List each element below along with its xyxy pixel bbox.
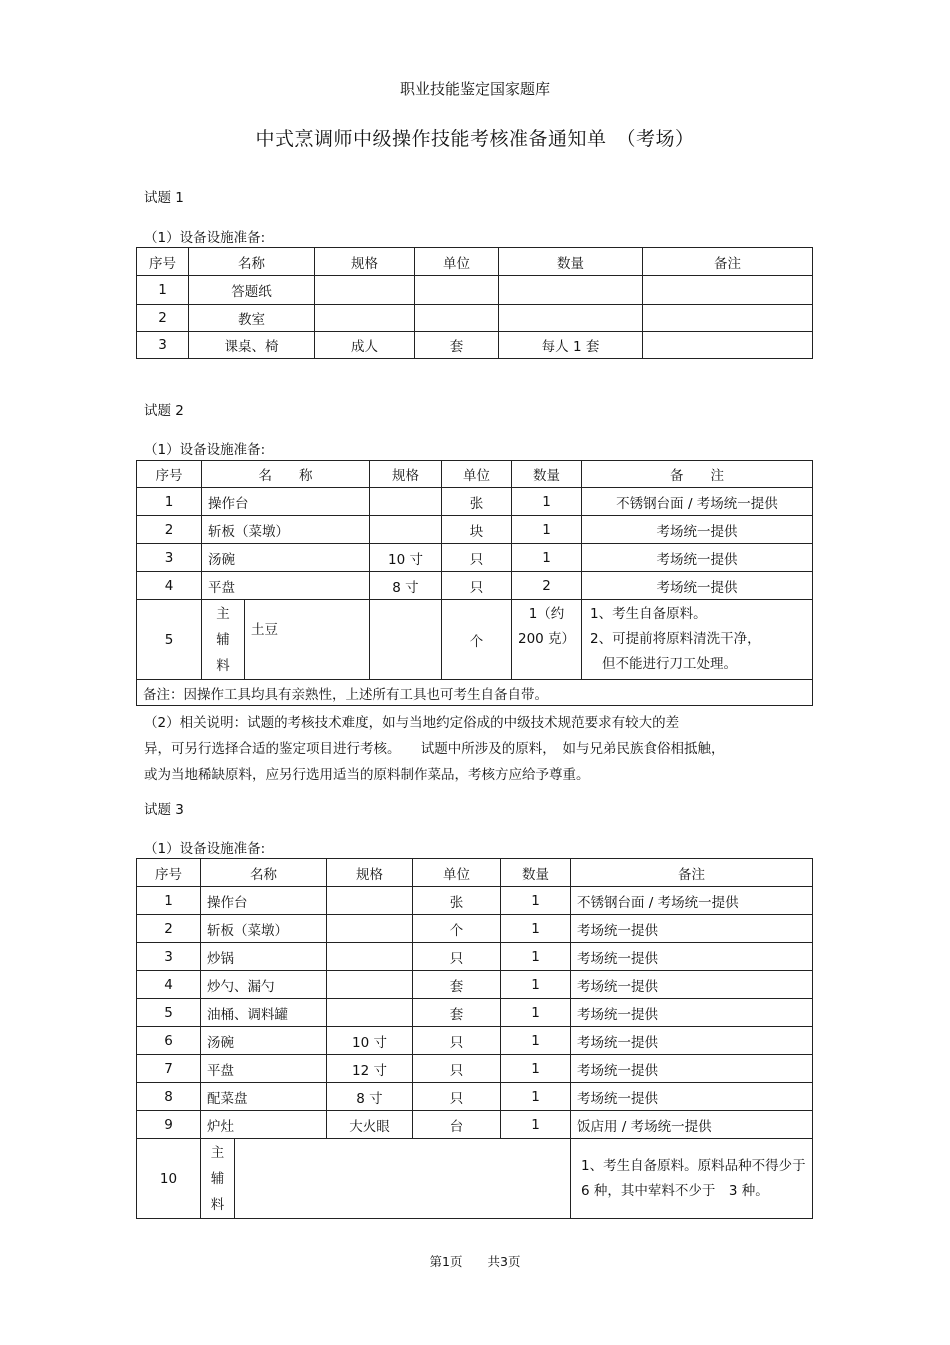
cell — [415, 276, 499, 305]
col-header: 数量 — [499, 248, 643, 276]
cell — [327, 915, 413, 943]
cell — [415, 305, 499, 332]
note-line: 1、考生自备原料。 — [590, 606, 707, 622]
cell: 1 — [501, 971, 571, 999]
col-header: 数量 — [501, 859, 571, 887]
cell: 汤碗 — [201, 1027, 327, 1055]
cell: 成人 — [315, 332, 415, 359]
cell: 套 — [415, 332, 499, 359]
q2-subheading: （1）设备设施准备: — [144, 442, 266, 458]
table-header-row — [137, 248, 813, 276]
q3-equipment-table — [136, 858, 820, 1219]
cell: 张 — [442, 488, 512, 516]
cell: 只 — [413, 943, 501, 971]
cell: 5 — [137, 999, 201, 1027]
cell: 考场统一提供 — [571, 1055, 813, 1083]
cell: 套 — [413, 999, 501, 1027]
cell: 1 — [512, 544, 582, 572]
cell: 大火眼 — [327, 1111, 413, 1139]
cell: 2 — [137, 516, 202, 544]
table-row — [137, 305, 813, 332]
cell: 炒锅 — [201, 943, 327, 971]
cell: 1 — [501, 915, 571, 943]
cell: 考场统一提供 — [571, 915, 813, 943]
col-header: 备 注 — [582, 461, 813, 488]
col-header: 名称 — [201, 859, 327, 887]
cell: 考场统一提供 — [571, 999, 813, 1027]
col-header: 单位 — [415, 248, 499, 276]
cell — [370, 600, 442, 680]
cell: 只 — [413, 1055, 501, 1083]
table-header-row — [137, 461, 813, 488]
cell: 平盘 — [202, 572, 370, 600]
cell: 操作台 — [201, 887, 327, 915]
explanation-line: 异，可另行选择合适的鉴定项目进行考核。 试题中所涉及的原料， 如与兄弟民族食俗相抵触， — [144, 741, 725, 757]
cell: 1 — [501, 887, 571, 915]
cell — [315, 305, 415, 332]
category-char: 料 — [216, 657, 230, 674]
cell — [327, 999, 413, 1027]
cell: 只 — [413, 1027, 501, 1055]
cell — [370, 516, 442, 544]
col-header: 单位 — [442, 461, 512, 488]
cell: 操作台 — [202, 488, 370, 516]
col-header: 规格 — [370, 461, 442, 488]
table-row — [137, 999, 813, 1027]
page-footer: 第1页 共3页 — [429, 1254, 521, 1269]
cell: 斩板（菜墩） — [202, 516, 370, 544]
col-header: 备注 — [571, 859, 813, 887]
category-char: 主 — [210, 1144, 225, 1161]
cell: 1 — [137, 488, 202, 516]
col-header: 序号 — [137, 859, 201, 887]
cell: 1 — [501, 1055, 571, 1083]
cell: 答题纸 — [189, 276, 315, 305]
cell: 考场统一提供 — [582, 572, 813, 600]
cell — [327, 971, 413, 999]
table-row — [137, 544, 813, 572]
cell: 台 — [413, 1111, 501, 1139]
cell: 2 — [137, 915, 201, 943]
cell: 3 — [137, 943, 201, 971]
cell: 1 — [137, 276, 189, 305]
table-row — [137, 276, 813, 305]
cell: 1 — [501, 1083, 571, 1111]
cell: 块 — [442, 516, 512, 544]
cell: 考场统一提供 — [571, 1083, 813, 1111]
table-row — [137, 600, 813, 680]
cell — [643, 332, 813, 359]
table-row — [137, 915, 813, 943]
cell: 不锈钢台面 / 考场统一提供 — [582, 488, 813, 516]
cell: 1 — [512, 488, 582, 516]
table-row — [137, 680, 813, 706]
cell: 8 — [137, 1083, 201, 1111]
cell — [370, 488, 442, 516]
page-title: 中式烹调师中级操作技能考核准备通知单 （考场） — [255, 128, 695, 150]
cell: 10 — [137, 1139, 201, 1219]
cell — [235, 1139, 571, 1219]
cell: 1 — [501, 1027, 571, 1055]
notes-cell — [582, 600, 813, 680]
cell: 个 — [442, 600, 512, 680]
cell: 2 — [137, 305, 189, 332]
cell: 每人 1 套 — [499, 332, 643, 359]
q2-equipment-table — [136, 460, 813, 706]
cell: 8 寸 — [370, 572, 442, 600]
cell: 土豆 — [245, 600, 370, 680]
cell: 3 — [137, 544, 202, 572]
category-char: 料 — [210, 1196, 225, 1213]
cell: 只 — [413, 1083, 501, 1111]
cell: 7 — [137, 1055, 201, 1083]
col-header: 名 称 — [202, 461, 370, 488]
q3-heading: 试题 3 — [144, 802, 184, 818]
cell: 1 — [501, 999, 571, 1027]
table-row — [137, 971, 813, 999]
table-row — [137, 516, 813, 544]
cell: 斩板（菜墩） — [201, 915, 327, 943]
table-row — [137, 887, 813, 915]
cell: 课桌、椅 — [189, 332, 315, 359]
category-char: 辅 — [210, 1170, 225, 1187]
cell: 考场统一提供 — [571, 971, 813, 999]
table-row — [137, 1055, 813, 1083]
col-header: 数量 — [512, 461, 582, 488]
notes-cell: 1、考生自备原料。原料品种不得少于 6 种，其中荤料不少于 3 种。 — [571, 1139, 813, 1219]
cell: 考场统一提供 — [571, 1027, 813, 1055]
col-header: 规格 — [327, 859, 413, 887]
col-header: 单位 — [413, 859, 501, 887]
explanation-line: （2）相关说明：试题的考核技术难度，如与当地约定俗成的中级技术规范要求有较大的差 — [144, 715, 680, 731]
cell: 油桶、调料罐 — [201, 999, 327, 1027]
cell: 5 — [137, 600, 202, 680]
cell — [499, 276, 643, 305]
cell: 考场统一提供 — [582, 544, 813, 572]
cell: 个 — [413, 915, 501, 943]
cell: 4 — [137, 572, 202, 600]
cell: 配菜盘 — [201, 1083, 327, 1111]
category-char: 辅 — [216, 631, 230, 648]
cell: 1 — [512, 516, 582, 544]
table-row — [137, 332, 813, 359]
q1-equipment-table — [136, 247, 813, 359]
cell: 只 — [442, 544, 512, 572]
cell: 套 — [413, 971, 501, 999]
cell: 炒勺、漏勺 — [201, 971, 327, 999]
table-row — [137, 943, 813, 971]
cell: 考场统一提供 — [582, 516, 813, 544]
col-header: 规格 — [315, 248, 415, 276]
cell: 汤碗 — [202, 544, 370, 572]
remark-cell: 备注：因操作工具均具有亲熟性，上述所有工具也可考生自备自带。 — [137, 680, 813, 706]
cell: 4 — [137, 971, 201, 999]
cell: 不锈钢台面 / 考场统一提供 — [571, 887, 813, 915]
note-line: 2、可提前将原料清洗干净， — [590, 631, 761, 647]
cell — [327, 943, 413, 971]
cell: 饭店用 / 考场统一提供 — [571, 1111, 813, 1139]
cell: 平盘 — [201, 1055, 327, 1083]
cell: 10 寸 — [327, 1027, 413, 1055]
cell: 3 — [137, 332, 189, 359]
cell: 8 寸 — [327, 1083, 413, 1111]
col-header: 序号 — [137, 248, 189, 276]
table-header-row — [137, 859, 813, 887]
explanation-line: 或为当地稀缺原料，应另行选用适当的原料制作菜品，考核方应给予尊重。 — [144, 767, 590, 783]
q1-heading: 试题 1 — [144, 190, 184, 206]
table-row — [137, 1111, 813, 1139]
cell: 教室 — [189, 305, 315, 332]
page-header: 职业技能鉴定国家题库 — [399, 80, 550, 98]
col-header: 备注 — [643, 248, 813, 276]
cell: 12 寸 — [327, 1055, 413, 1083]
cell: 6 — [137, 1027, 201, 1055]
q3-subheading: （1）设备设施准备: — [144, 841, 266, 857]
cell: 炉灶 — [201, 1111, 327, 1139]
cell: 9 — [137, 1111, 201, 1139]
note-line: 但不能进行刀工处理。 — [602, 656, 737, 672]
table-row — [137, 1083, 813, 1111]
table-row — [137, 1027, 813, 1055]
cell — [643, 276, 813, 305]
category-cell — [201, 1139, 235, 1219]
cell: 张 — [413, 887, 501, 915]
cell: 2 — [512, 572, 582, 600]
cell: 只 — [442, 572, 512, 600]
category-cell — [202, 600, 245, 680]
col-header: 序号 — [137, 461, 202, 488]
cell: 10 寸 — [370, 544, 442, 572]
cell — [315, 276, 415, 305]
cell: 1（约 200 克） — [512, 600, 582, 680]
cell: 1 — [137, 887, 201, 915]
cell: 1 — [501, 943, 571, 971]
col-header: 名称 — [189, 248, 315, 276]
cell — [327, 887, 413, 915]
cell — [643, 305, 813, 332]
table-row — [137, 572, 813, 600]
category-char: 主 — [216, 605, 230, 622]
cell: 1 — [501, 1111, 571, 1139]
q1-subheading: （1）设备设施准备: — [144, 230, 266, 246]
q2-heading: 试题 2 — [144, 403, 184, 419]
cell — [499, 305, 643, 332]
cell: 考场统一提供 — [571, 943, 813, 971]
table-row — [137, 488, 813, 516]
table-row — [137, 1139, 813, 1219]
